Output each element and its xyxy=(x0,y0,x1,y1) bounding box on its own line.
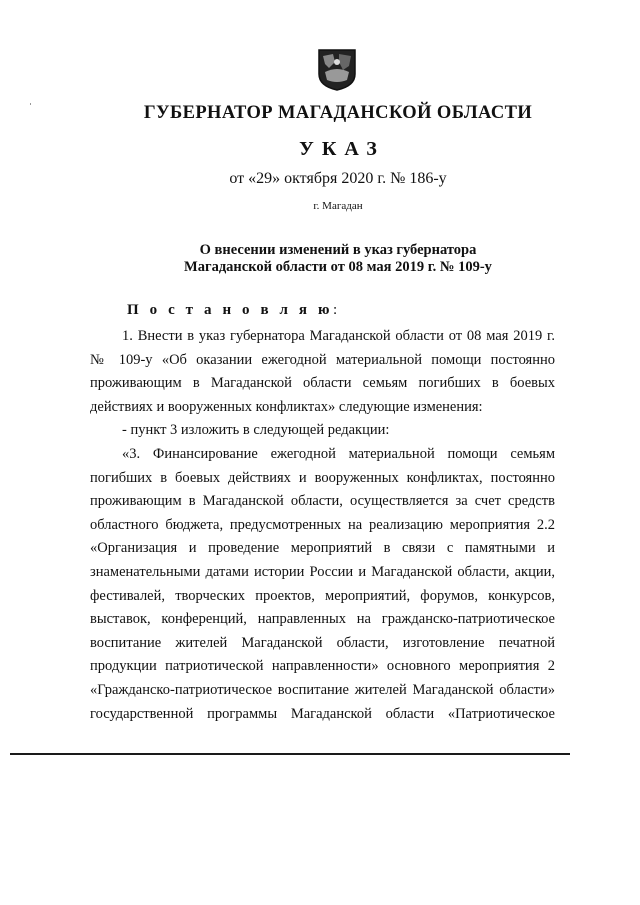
paragraph-1: 1. Внести в указ губернатора Магаданской области от 08 мая 2019 г. № 109-у «Об оказании ежегодной материальной помощи постоянно проживающим в Магаданской области семьям погибших в боевых действиях и вооруженных конфликтах» следующие изменения: xyxy=(90,328,555,415)
resolve-colon: : xyxy=(333,302,338,318)
paragraph-2: - пункт 3 изложить в следующей редакции: xyxy=(122,422,390,439)
subject-line-1: О внесении изменений в указ губернатора xyxy=(199,242,477,258)
issuer-title: ГУБЕРНАТОР МАГАДАНСКОЙ ОБЛАСТИ xyxy=(143,103,533,123)
decree-date-number: от «29» октября 2020 г. № 186-у xyxy=(229,170,447,187)
resolve-label: П о с т а н о в л я ю xyxy=(127,302,334,318)
paragraph-3: «3. Финансирование ежегодной материальной помощи семьям погибших в боевых действиях и вооруженных конфликтах, постоянно проживающим в Магаданской области, осуществляется за счет средств областного бюджета, предусмотренных на реализацию мероприятия 2.2 «Организация и проведение мероприятий в связи с памятными и знаменательными датами истории России и Магаданской области, акции, фестивалей, творческих проектов, мероприятий, форумов, конкурсов, выставок, конференций, направленных на гражданско-патриотическое воспитание жителей Магаданской области, изготовление печатной продукции патриотической направленности» основного мероприятия 2 «Гражданско-патриотическое воспитание жителей Магаданской области» государственной программы Магаданской области «Патриотическое xyxy=(90,445,555,722)
resolve-heading xyxy=(127,302,337,319)
subject-line-2: Магаданской области от 08 мая 2019 г. № 109-у xyxy=(184,259,492,275)
page-bottom-rule xyxy=(10,753,570,755)
coat-of-arms-icon xyxy=(317,48,357,92)
decree-subject xyxy=(18,242,640,276)
document-type: УКАЗ xyxy=(299,138,385,160)
city-name: г. Магадан xyxy=(313,200,363,212)
decree-body xyxy=(90,325,555,726)
